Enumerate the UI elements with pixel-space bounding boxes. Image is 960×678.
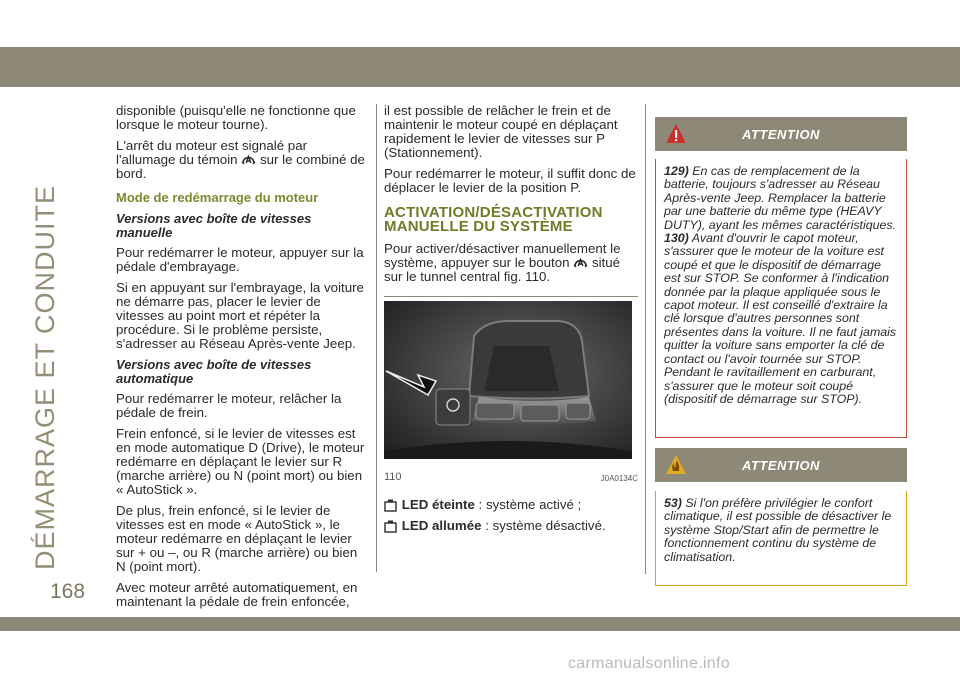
figure-rule [384,296,638,297]
header-band [0,47,960,87]
chapter-title: DÉMARRAGE ET CONDUITE [30,184,60,570]
center-console-photo [384,301,632,459]
paragraph [384,242,638,284]
led-on-text: : système désactivé. [481,518,606,533]
warning-text: En cas de remplacement de la batterie, toujours s'adresser au Réseau Après-vente Jeep. Remplacer la batterie par une batterie du même type (HEAVY DUTY), ayant les mêmes caractéristiques. [664,164,897,232]
led-indicator-icon [384,520,398,533]
paragraph-text: sur le combiné de bord. [116,152,365,181]
paragraph-text: situé sur le tunnel central fig. 110. [384,255,621,284]
subheading: Versions avec boîte de vitesses automatique [116,357,312,386]
stop-start-button-icon [573,256,588,270]
paragraph: Si en appuyant sur l'embrayage, la voiture ne démarre pas, placer le levier de vitesses au point mort et répéter la procédure. Si le problème persiste, s'adresser au Réseau Après-vente Jeep. [116,280,364,351]
warning-body [656,159,906,412]
column-divider [645,104,646,574]
text-column-1 [116,104,368,616]
led-legend [384,498,638,533]
figure-caption [384,470,638,486]
paragraph: Frein enfoncé, si le levier de vitesses est en mode automatique D (Drive), le moteur redémarre en déplaçant le levier sur R (marche arrière) ou N (point mort) ou bien « AutoStick ». [116,426,365,497]
led-off-text: : système activé ; [474,497,582,512]
column-divider [376,104,377,572]
warning-header [655,117,907,151]
warning-text: Si l'on préfère privilégier le confort climatique, il est possible de désactiver le système Stop/Start afin de permettre le fonctionnement continu du système de climatisation. [664,496,892,564]
warning-number: 129) [664,164,689,178]
figure [384,296,638,486]
paragraph-text: L'arrêt du moteur est signalé par l'allumage du témoin [116,138,308,167]
led-legend-item [384,498,638,512]
text-column-2 [384,104,638,540]
page-number: 168 [50,580,86,603]
warning-title: ATTENTION [742,127,820,142]
paragraph: Pour redémarrer le moteur, relâcher la pédale de frein. [116,391,342,420]
section-heading: ACTIVATION/DÉSACTIVATION MANUELLE DU SYSTÈME [384,204,603,235]
footer-band [0,617,960,631]
warning-header [655,448,907,482]
figure-number: 110 [384,471,402,483]
warning-text: Avant d'ouvrir le capot moteur, s'assurer que le moteur de la voiture est coupé et que le dispositif de démarrage est sur STOP. Se conformer à l'indication donnée par la plaque appliquée sous le capot moteur. Il est conseillé d'extraire la clé lorsque d'autres personnes sont présentes dans la voiture. Il ne faut jamais quitter la voiture sans emporter la clé de contact ou l'avoir tournée sur STOP. Pendant le ravitaillement en carburant, s'assurer que le moteur soit coupé (dispositif de démarrage sur STOP). [664,231,897,406]
figure-code: J0A0134C [600,474,638,483]
paragraph: De plus, frein enfoncé, si le levier de vitesses est en mode « AutoStick », le moteur redémarre en déplaçant le levier sur + ou –, ou R (marche arrière) ou bien N (point mort). [116,503,358,574]
paragraph: disponible (puisqu'elle ne fonctionne que lorsque le moteur tourne). [116,103,356,132]
paragraph-text: Pour activer/désactiver manuellement le système, appuyer sur le bouton [384,241,621,270]
subheading: Mode de redémarrage du moteur [116,190,319,205]
warning-box [655,159,907,438]
stop-start-indicator-icon [241,153,256,167]
led-off-label: LED éteinte [401,497,475,512]
warning-number: 130) [664,231,689,246]
warning-body [656,491,906,570]
warning-number: 53) [664,496,682,510]
subheading: Versions avec boîte de vitesses manuelle [116,211,312,240]
paragraph: il est possible de relâcher le frein et de maintenir le moteur coupé en déplaçant rapidement le levier de vitesses sur P (Stationnement). [384,103,618,160]
paragraph [116,139,368,181]
watermark: carmanualsonline.info [568,655,730,672]
paragraph: Avec moteur arrêté automatiquement, en maintenant la pédale de frein enfoncée, [116,580,358,609]
led-legend-item [384,519,638,533]
warning-box [655,491,907,586]
warning-title: ATTENTION [742,458,820,473]
paragraph: Pour redémarrer le moteur, il suffit donc de déplacer le levier de la position P. [384,166,636,195]
paragraph: Pour redémarrer le moteur, appuyer sur la pédale d'embrayage. [116,245,364,274]
led-indicator-icon [384,499,398,512]
led-on-label: LED allumée [401,518,482,533]
